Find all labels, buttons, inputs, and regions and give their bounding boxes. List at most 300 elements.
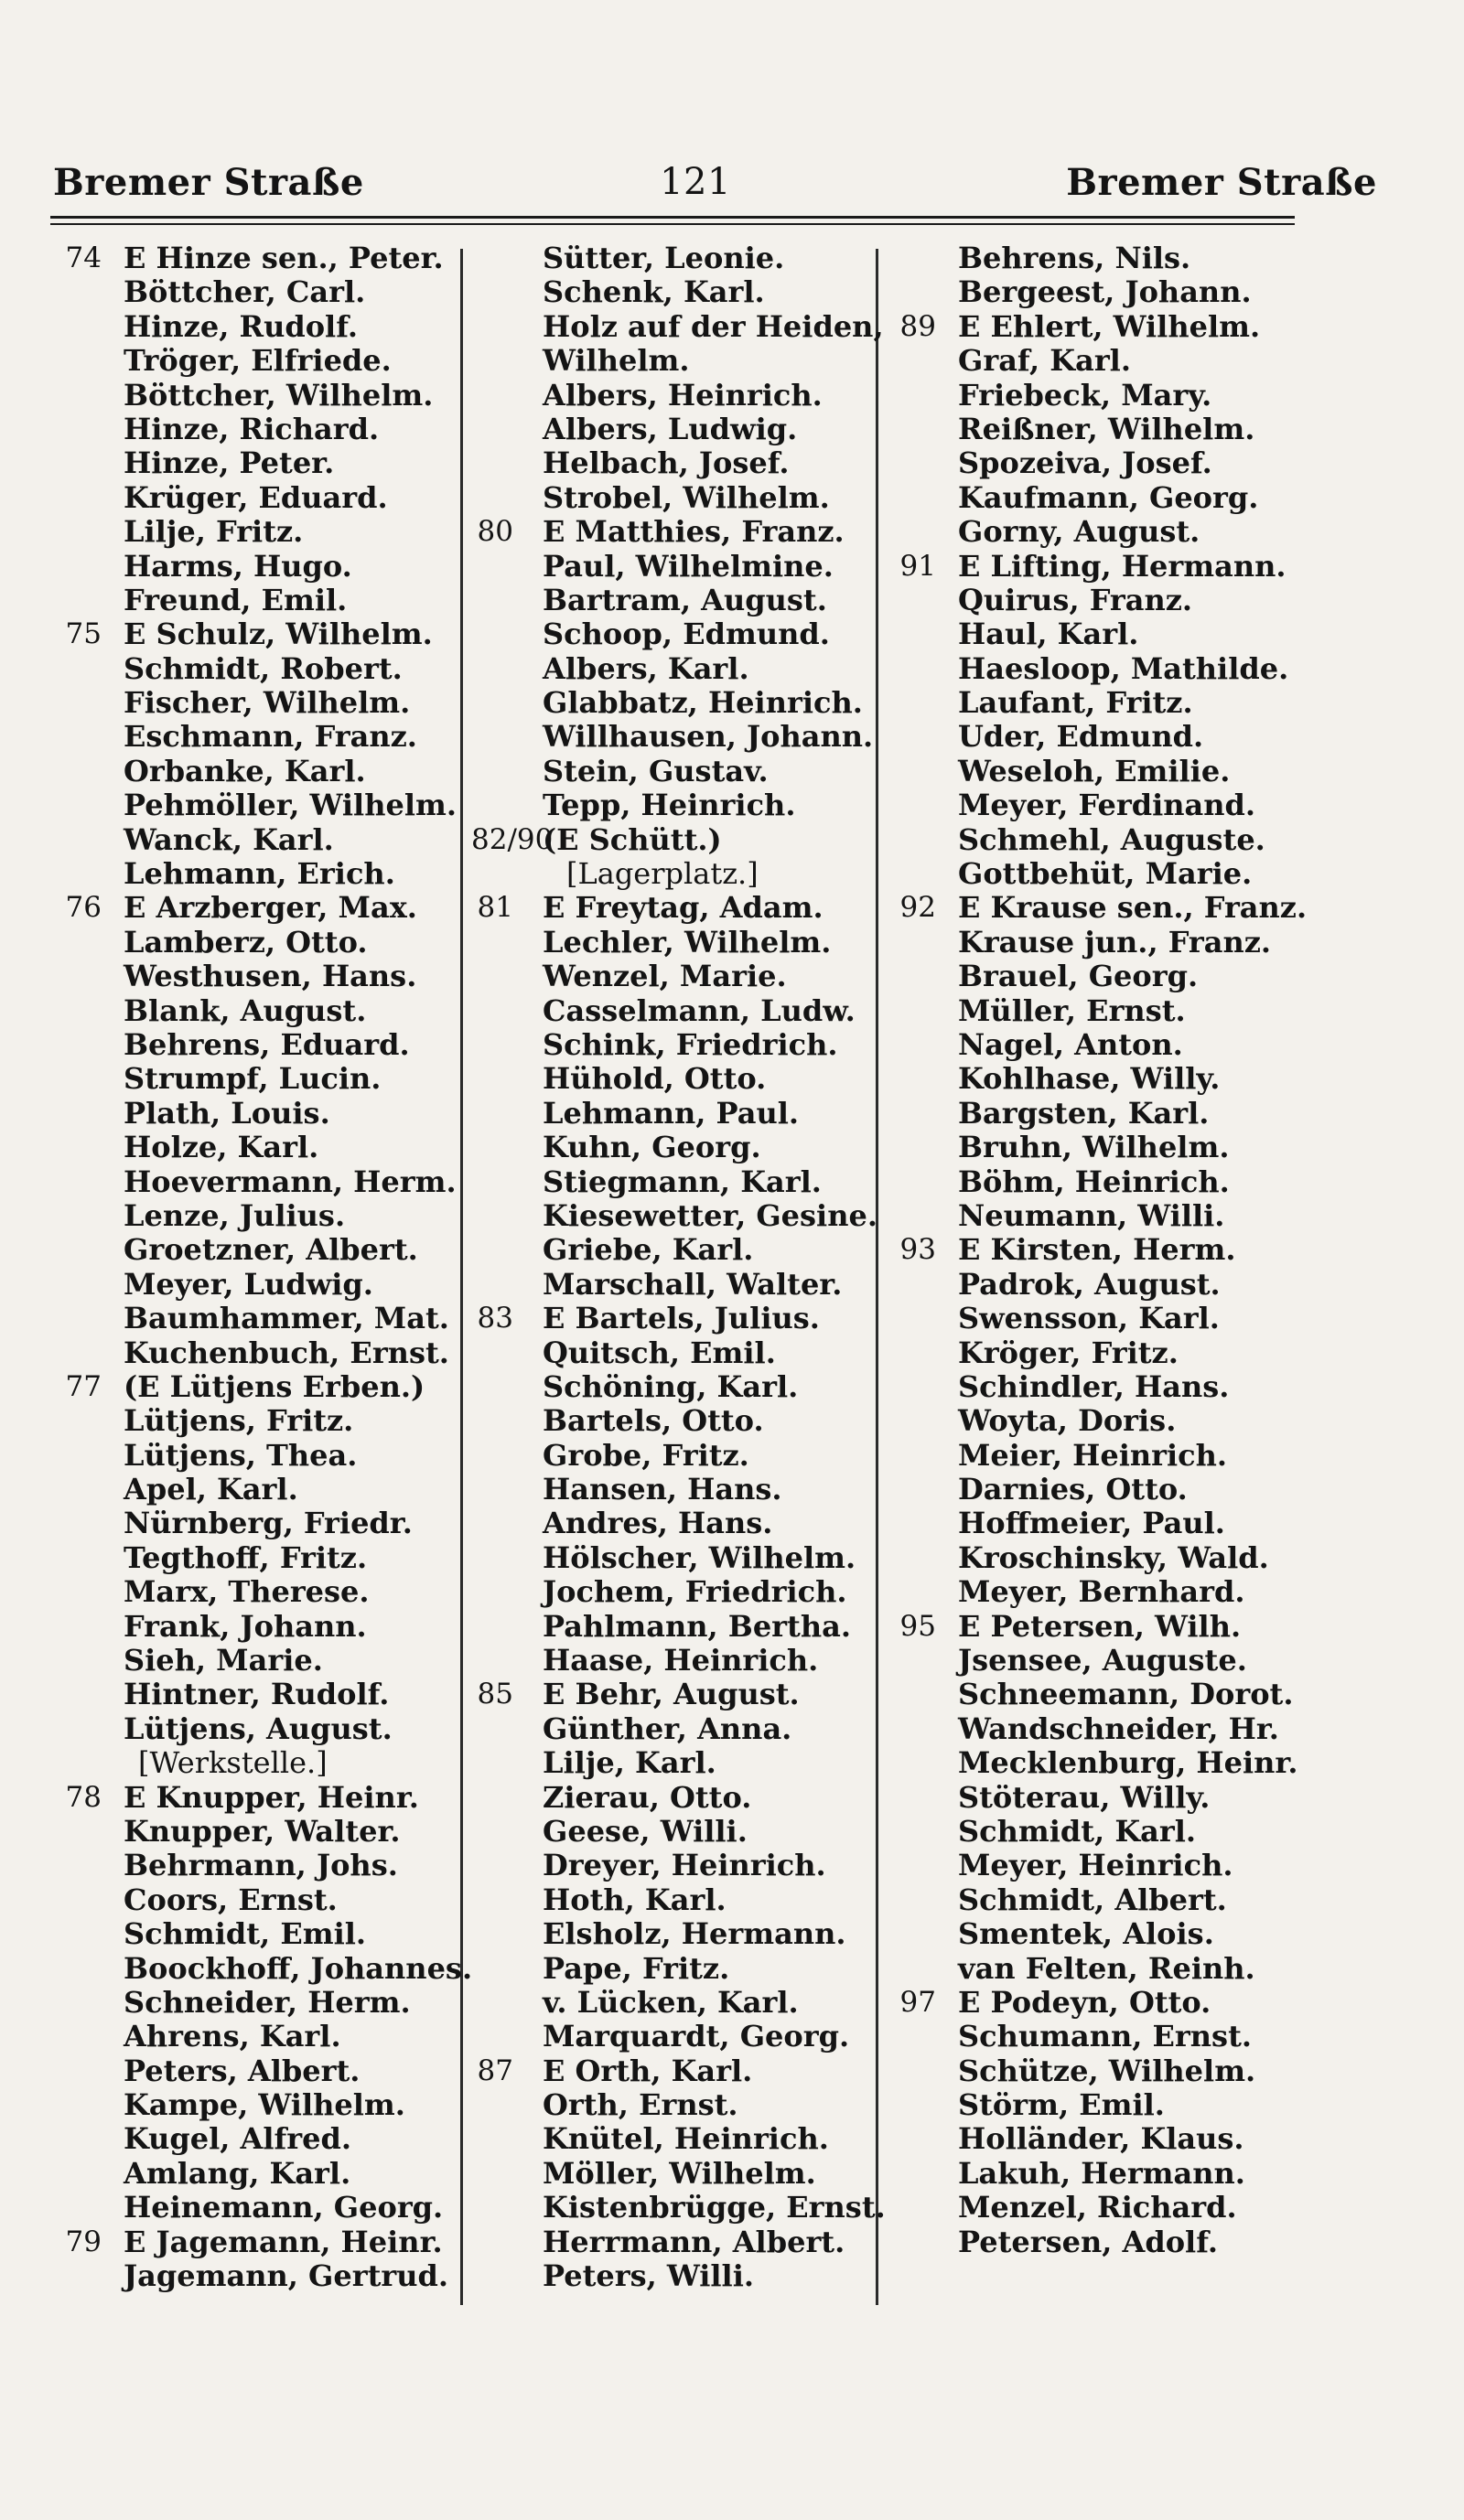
resident-name: Pape, Fritz. [543, 1950, 730, 1986]
resident-name: Marschall, Walter. [543, 1266, 843, 1302]
directory-entry [50, 1883, 460, 1917]
resident-name: Meyer, Heinrich. [958, 1848, 1233, 1883]
resident-name: E Podeyn, Otto. [958, 1984, 1211, 2020]
resident-name: Albers, Ludwig. [543, 411, 798, 446]
resident-name: Freund, Emil. [124, 582, 348, 617]
directory-entry [883, 1541, 1313, 1575]
house-number: 74 [65, 241, 102, 274]
directory-entry [883, 2020, 1313, 2054]
resident-name: Jagemann, Gertrud. [124, 2258, 448, 2294]
directory-entry [883, 1678, 1313, 1711]
resident-name: Reißner, Wilhelm. [958, 411, 1255, 446]
resident-name: Brauel, Georg. [958, 959, 1199, 994]
directory-entry [50, 926, 460, 960]
resident-name: Marquardt, Georg. [543, 2019, 850, 2054]
directory-entry [471, 2088, 876, 2122]
resident-name: Lütjens, Thea. [124, 1437, 358, 1473]
resident-name: Haase, Heinrich. [543, 1643, 819, 1678]
resident-name: Wenzel, Marie. [543, 959, 787, 994]
header-street-right: Bremer Straße [1066, 161, 1377, 204]
resident-name: Laufant, Fritz. [958, 685, 1193, 721]
resident-name: Hansen, Hans. [543, 1472, 782, 1507]
resident-name: Kuchenbuch, Ernst. [124, 1335, 449, 1370]
resident-name: Helbach, Josef. [543, 445, 790, 481]
directory-entry [471, 413, 876, 446]
directory-entry [50, 1336, 460, 1370]
directory-entry [471, 1028, 876, 1062]
directory-entry [471, 2190, 886, 2225]
resident-name: Jochem, Friedrich. [543, 1574, 847, 1610]
resident-name: Böttcher, Carl. [124, 274, 366, 310]
directory-entry [883, 617, 1313, 651]
directory-entry [50, 1917, 460, 1951]
directory-entry [471, 1302, 876, 1335]
directory-entry [471, 446, 876, 480]
resident-name: Wandschneider, Hr. [958, 1710, 1279, 1746]
resident-name: Strumpf, Lucin. [124, 1061, 382, 1097]
directory-entry [471, 1507, 876, 1540]
resident-name: Stiegmann, Karl. [543, 1163, 822, 1199]
house-number: 77 [65, 1369, 102, 1403]
resident-name: Knupper, Walter. [124, 1813, 401, 1849]
resident-name: Elsholz, Hermann. [543, 1916, 846, 1952]
resident-name: Woyta, Doris. [958, 1403, 1177, 1439]
resident-name: E Orth, Karl. [543, 2053, 753, 2088]
resident-name: Frank, Johann. [124, 1608, 367, 1644]
resident-name: Störm, Emil. [958, 2087, 1165, 2123]
resident-name: Stöterau, Willy. [958, 1779, 1211, 1815]
resident-name: Lechler, Wilhelm. [543, 924, 832, 960]
resident-name: E Krause sen., Franz. [958, 890, 1308, 926]
directory-entry [883, 275, 1313, 309]
directory-entry [50, 823, 460, 857]
directory-entry [50, 617, 460, 651]
resident-name: Meyer, Bernhard. [958, 1574, 1245, 1610]
resident-name: Albers, Heinrich. [543, 377, 823, 413]
resident-name: Gottbehüt, Marie. [958, 856, 1253, 892]
directory-entry [883, 994, 1313, 1028]
directory-entry [471, 857, 876, 891]
resident-name: Nürnberg, Friedr. [124, 1506, 413, 1541]
column-1 [50, 241, 473, 2294]
resident-name: Müller, Ernst. [958, 992, 1186, 1028]
house-number: 92 [899, 891, 936, 925]
resident-name: Menzel, Richard. [958, 2190, 1237, 2225]
resident-name: Swensson, Karl. [958, 1301, 1220, 1336]
directory-entry [471, 1986, 876, 2020]
directory-entry [883, 413, 1313, 446]
house-number: 83 [477, 1302, 513, 1335]
directory-entry [883, 755, 1313, 788]
resident-name: Schneemann, Dorot. [958, 1677, 1294, 1712]
resident-name: Bruhn, Wilhelm. [958, 1130, 1230, 1165]
directory-entry [883, 926, 1313, 960]
directory-entry [50, 1302, 460, 1335]
directory-entry [50, 686, 460, 720]
resident-name: Krause jun., Franz. [958, 924, 1272, 960]
directory-entry [471, 1917, 876, 1951]
resident-name: Strobel, Wilhelm. [543, 479, 830, 515]
directory-entry [50, 481, 460, 515]
resident-name: Kröger, Fritz. [958, 1335, 1179, 1370]
house-number: 91 [899, 549, 936, 583]
directory-entry [883, 1507, 1313, 1540]
directory-entry [471, 308, 884, 344]
house-number: 78 [65, 1780, 102, 1814]
directory-entry [50, 1404, 460, 1438]
directory-entry [471, 652, 876, 686]
directory-entry [883, 1302, 1313, 1335]
house-number: 89 [899, 309, 936, 343]
resident-name: Ahrens, Karl. [124, 2019, 341, 2054]
resident-name: Heinemann, Georg. [124, 2190, 444, 2225]
directory-entry [50, 2191, 460, 2225]
resident-name: Orbanke, Karl. [124, 753, 366, 788]
resident-name: Peters, Willi. [543, 2258, 754, 2294]
resident-name: Kistenbrügge, Ernst. [543, 2190, 886, 2225]
directory-entry [50, 1950, 473, 1986]
directory-entry [50, 1781, 460, 1815]
directory-entry [471, 1439, 876, 1473]
directory-entry [883, 1781, 1313, 1815]
directory-entry [50, 344, 460, 378]
resident-name: Knütel, Heinrich. [543, 2121, 829, 2157]
resident-name: Hoth, Karl. [543, 1882, 727, 1917]
directory-entry [883, 2122, 1313, 2156]
column-divider [460, 249, 463, 2305]
resident-name: Schink, Friedrich. [543, 1026, 838, 1062]
directory-entry [50, 960, 460, 993]
directory-entry [883, 823, 1313, 857]
directory-entry [50, 413, 460, 446]
header-rule-bottom [50, 223, 1295, 225]
directory-entry [883, 2054, 1313, 2088]
directory-entry [883, 1439, 1313, 1473]
directory-entry [883, 310, 1313, 344]
directory-entry [50, 1644, 460, 1678]
resident-name: Graf, Karl. [958, 343, 1131, 379]
directory-entry [883, 1097, 1313, 1131]
directory-entry [883, 2157, 1313, 2191]
directory-entry [883, 788, 1313, 822]
directory-entry [471, 1849, 876, 1882]
directory-entry [50, 2225, 460, 2259]
resident-name: Grobe, Fritz. [543, 1437, 749, 1473]
resident-name: Orth, Ernst. [543, 2087, 738, 2123]
resident-name: Günther, Anna. [543, 1710, 792, 1746]
resident-name: Meyer, Ferdinand. [958, 788, 1256, 823]
resident-name: Weseloh, Emilie. [958, 753, 1231, 788]
directory-entry [883, 720, 1313, 754]
resident-name: Lütjens, August. [124, 1710, 393, 1746]
resident-name: Tegthoff, Fritz. [124, 1539, 368, 1575]
resident-name: Lenze, Julius. [124, 1197, 346, 1233]
resident-name: E Hinze sen., Peter. [124, 241, 444, 275]
resident-name: Behrmann, Johs. [124, 1848, 398, 1883]
directory-entry [883, 1404, 1313, 1438]
resident-name: Schütze, Wilhelm. [958, 2053, 1256, 2088]
directory-entry [883, 550, 1313, 584]
resident-name: Andres, Hans. [543, 1506, 773, 1541]
resident-name: Behrens, Eduard. [124, 1026, 410, 1062]
resident-name: Möller, Wilhelm. [543, 2155, 816, 2191]
resident-name: Baumhammer, Mat. [124, 1301, 449, 1336]
directory-entry [471, 891, 876, 925]
house-number: 87 [477, 2054, 513, 2087]
resident-name: Uder, Edmund. [958, 719, 1204, 755]
house-number: 75 [65, 617, 102, 651]
resident-name: Tepp, Heinrich. [543, 788, 796, 823]
resident-name: Sieh, Marie. [124, 1643, 323, 1678]
resident-name: Böttcher, Wilhelm. [124, 377, 434, 413]
directory-entry [883, 2088, 1313, 2122]
directory-entry [471, 1336, 876, 1370]
resident-name: Apel, Karl. [124, 1472, 298, 1507]
directory-entry [883, 1575, 1313, 1609]
directory-entry [883, 857, 1313, 891]
resident-name: E Jagemann, Heinr. [124, 2224, 443, 2259]
directory-entry [50, 1268, 460, 1302]
resident-name: Schumann, Ernst. [958, 2019, 1252, 2054]
directory-entry [883, 891, 1313, 925]
resident-name: Lütjens, Fritz. [124, 1403, 354, 1439]
resident-name: E Schulz, Wilhelm. [124, 617, 433, 652]
resident-name: Geese, Willi. [543, 1813, 748, 1849]
resident-name: Zierau, Otto. [543, 1779, 752, 1815]
resident-name: Kugel, Alfred. [124, 2121, 352, 2157]
resident-name: Kuhn, Georg. [543, 1130, 761, 1165]
resident-name: Hinze, Rudolf. [124, 308, 358, 344]
resident-name: Jsensee, Auguste. [958, 1643, 1247, 1678]
resident-name: Padrok, August. [958, 1266, 1221, 1302]
resident-name: Schneider, Herm. [124, 1984, 411, 2020]
directory-entry [883, 446, 1313, 480]
directory-entry [883, 481, 1313, 515]
house-number: 82/90 [471, 822, 554, 856]
resident-name: E Lifting, Hermann. [958, 548, 1286, 584]
resident-name: Stein, Gustav. [543, 753, 769, 788]
resident-name: Griebe, Karl. [543, 1232, 754, 1268]
resident-name: Albers, Karl. [543, 650, 749, 686]
resident-name: Willhausen, Johann. [543, 719, 874, 755]
resident-name: Wilhelm. [543, 343, 690, 379]
directory-entry [471, 823, 876, 857]
resident-name: Spozeiva, Josef. [958, 445, 1212, 481]
directory-entry [50, 446, 460, 480]
resident-name: Schöning, Karl. [543, 1368, 799, 1404]
directory-entry [471, 1575, 876, 1609]
directory-entry [883, 686, 1313, 720]
resident-name: E Freytag, Adam. [543, 890, 824, 926]
directory-entry [471, 1165, 876, 1199]
directory-entry [471, 1370, 876, 1404]
directory-entry [471, 788, 876, 822]
resident-name: v. Lücken, Karl. [543, 1984, 799, 2020]
page-number: 121 [660, 161, 731, 203]
resident-name: Tröger, Elfriede. [124, 343, 392, 379]
resident-name: E Arzberger, Max. [124, 890, 417, 926]
directory-entry [471, 926, 876, 960]
directory-entry [50, 1575, 460, 1609]
resident-name: Marx, Therese. [124, 1574, 370, 1610]
resident-name: Amlang, Karl. [124, 2155, 351, 2191]
directory-entry [883, 344, 1313, 378]
directory-entry [50, 1028, 460, 1062]
house-number: 97 [899, 1985, 936, 2019]
resident-name: Kohlhase, Willy. [958, 1061, 1221, 1097]
resident-name: Westhusen, Hans. [124, 959, 417, 994]
directory-entry [50, 379, 460, 413]
directory-entry [883, 1644, 1313, 1678]
directory-entry [50, 275, 460, 309]
resident-name: Schmidt, Robert. [124, 650, 403, 686]
directory-entry [471, 1131, 876, 1164]
directory-entry [50, 1165, 460, 1199]
resident-name: Wanck, Karl. [124, 821, 334, 857]
directory-entry [50, 1507, 460, 1540]
column-divider [876, 249, 878, 2305]
resident-name: Hoevermann, Herm. [124, 1163, 457, 1199]
directory-entry [50, 1746, 460, 1780]
resident-name: Holze, Karl. [124, 1130, 319, 1165]
header-street-left: Bremer Straße [53, 161, 364, 204]
directory-entry [471, 1233, 876, 1267]
resident-name: van Felten, Reinh. [958, 1950, 1255, 1986]
directory-entry [471, 960, 876, 993]
directory-entry [471, 241, 876, 275]
resident-name: Hinze, Peter. [124, 445, 335, 481]
resident-name: Eschmann, Franz. [124, 719, 417, 755]
directory-entry [50, 1849, 460, 1882]
resident-name: Schmidt, Emil. [124, 1916, 367, 1952]
resident-name: Boockhoff, Johannes. [124, 1950, 473, 1986]
directory-entry [883, 379, 1313, 413]
directory-entry [50, 1712, 460, 1746]
resident-name: Smentek, Alois. [958, 1916, 1214, 1952]
directory-entry [883, 2191, 1313, 2225]
resident-name: Hinze, Richard. [124, 411, 380, 446]
resident-name: E Ehlert, Wilhelm. [958, 308, 1261, 344]
directory-entry [50, 2157, 460, 2191]
directory-entry [883, 1336, 1313, 1370]
directory-entry [883, 1746, 1313, 1780]
directory-entry [471, 1062, 876, 1096]
house-number: 81 [477, 891, 513, 925]
resident-name: Holländer, Klaus. [958, 2121, 1244, 2157]
house-number: 79 [65, 2225, 102, 2258]
directory-entry [471, 1746, 876, 1780]
resident-name: Meyer, Ludwig. [124, 1266, 373, 1302]
resident-name: Krüger, Eduard. [124, 479, 388, 515]
resident-name: Blank, August. [124, 992, 367, 1028]
directory-entry [50, 310, 460, 344]
directory-entry [50, 1199, 460, 1233]
directory-entry [471, 1952, 876, 1986]
directory-entry [883, 1370, 1313, 1404]
directory-entry [50, 1610, 460, 1644]
directory-entry [883, 1268, 1313, 1302]
directory-entry [471, 994, 876, 1028]
resident-name: Kampe, Wilhelm. [124, 2087, 405, 2123]
directory-entry [50, 1473, 460, 1507]
resident-name: Holz auf der Heiden, [543, 308, 884, 344]
directory-entry [50, 1439, 460, 1473]
directory-entry [883, 1062, 1313, 1096]
directory-entry [883, 1233, 1313, 1267]
directory-entry [471, 1815, 876, 1849]
directory-entry [471, 1199, 876, 1233]
directory-entry [883, 1849, 1313, 1882]
resident-name: Peters, Albert. [124, 2053, 361, 2088]
house-number: 76 [65, 891, 102, 925]
resident-name: Neumann, Willi. [958, 1197, 1225, 1233]
resident-name: Bargsten, Karl. [958, 1095, 1210, 1131]
directory-entry [883, 1131, 1313, 1164]
resident-name: Dreyer, Heinrich. [543, 1848, 826, 1883]
directory-entry [883, 1165, 1313, 1199]
resident-name: Hoffmeier, Paul. [958, 1506, 1225, 1541]
directory-entry [471, 1473, 876, 1507]
directory-entry [50, 720, 460, 754]
resident-name: E Knupper, Heinr. [124, 1779, 419, 1815]
directory-entry [471, 617, 876, 651]
resident-name: Schmidt, Albert. [958, 1882, 1227, 1917]
resident-name: Lamberz, Otto. [124, 924, 368, 960]
directory-entry [50, 1815, 460, 1849]
directory-entry [50, 2088, 460, 2122]
resident-name: Fischer, Wilhelm. [124, 685, 411, 721]
directory-entry [471, 1883, 876, 1917]
directory-entry [471, 2225, 876, 2259]
resident-name: Lilje, Fritz. [124, 514, 304, 550]
resident-name: Pehmöller, Wilhelm. [124, 788, 457, 823]
resident-name: (E Schütt.) [543, 821, 722, 857]
directory-entry [471, 379, 876, 413]
directory-entry [471, 1644, 876, 1678]
directory-entry [883, 1610, 1313, 1644]
directory-entry [50, 652, 460, 686]
resident-name: Lehmann, Erich. [124, 856, 395, 892]
resident-name: Quirus, Franz. [958, 582, 1193, 617]
house-number: 80 [477, 515, 513, 549]
directory-entry [471, 1541, 876, 1575]
directory-entry [50, 550, 460, 584]
resident-name: Lakuh, Hermann. [958, 2155, 1245, 2191]
resident-name: Kroschinsky, Wald. [958, 1539, 1269, 1575]
resident-name: Schmehl, Auguste. [958, 821, 1265, 857]
directory-entry [883, 515, 1313, 549]
directory-entry [471, 720, 876, 754]
house-number: 85 [477, 1678, 513, 1711]
directory-entry [50, 2054, 460, 2088]
resident-name: E Petersen, Wilh. [958, 1608, 1242, 1644]
resident-name: [Lagerplatz.] [566, 856, 759, 892]
directory-entry [883, 652, 1313, 686]
directory-entry [471, 2020, 876, 2054]
resident-name: Glabbatz, Heinrich. [543, 685, 863, 721]
directory-entry [50, 788, 460, 822]
resident-name: Lehmann, Paul. [543, 1095, 800, 1131]
resident-name: Schoop, Edmund. [543, 617, 830, 652]
resident-name: Hölscher, Wilhelm. [543, 1539, 856, 1575]
resident-name: Lilje, Karl. [543, 1745, 716, 1781]
directory-entry [50, 515, 460, 549]
directory-entry [50, 994, 460, 1028]
directory-entry [50, 857, 460, 891]
directory-entry [50, 241, 460, 275]
directory-entry [883, 1815, 1313, 1849]
directory-entry [883, 1199, 1313, 1233]
